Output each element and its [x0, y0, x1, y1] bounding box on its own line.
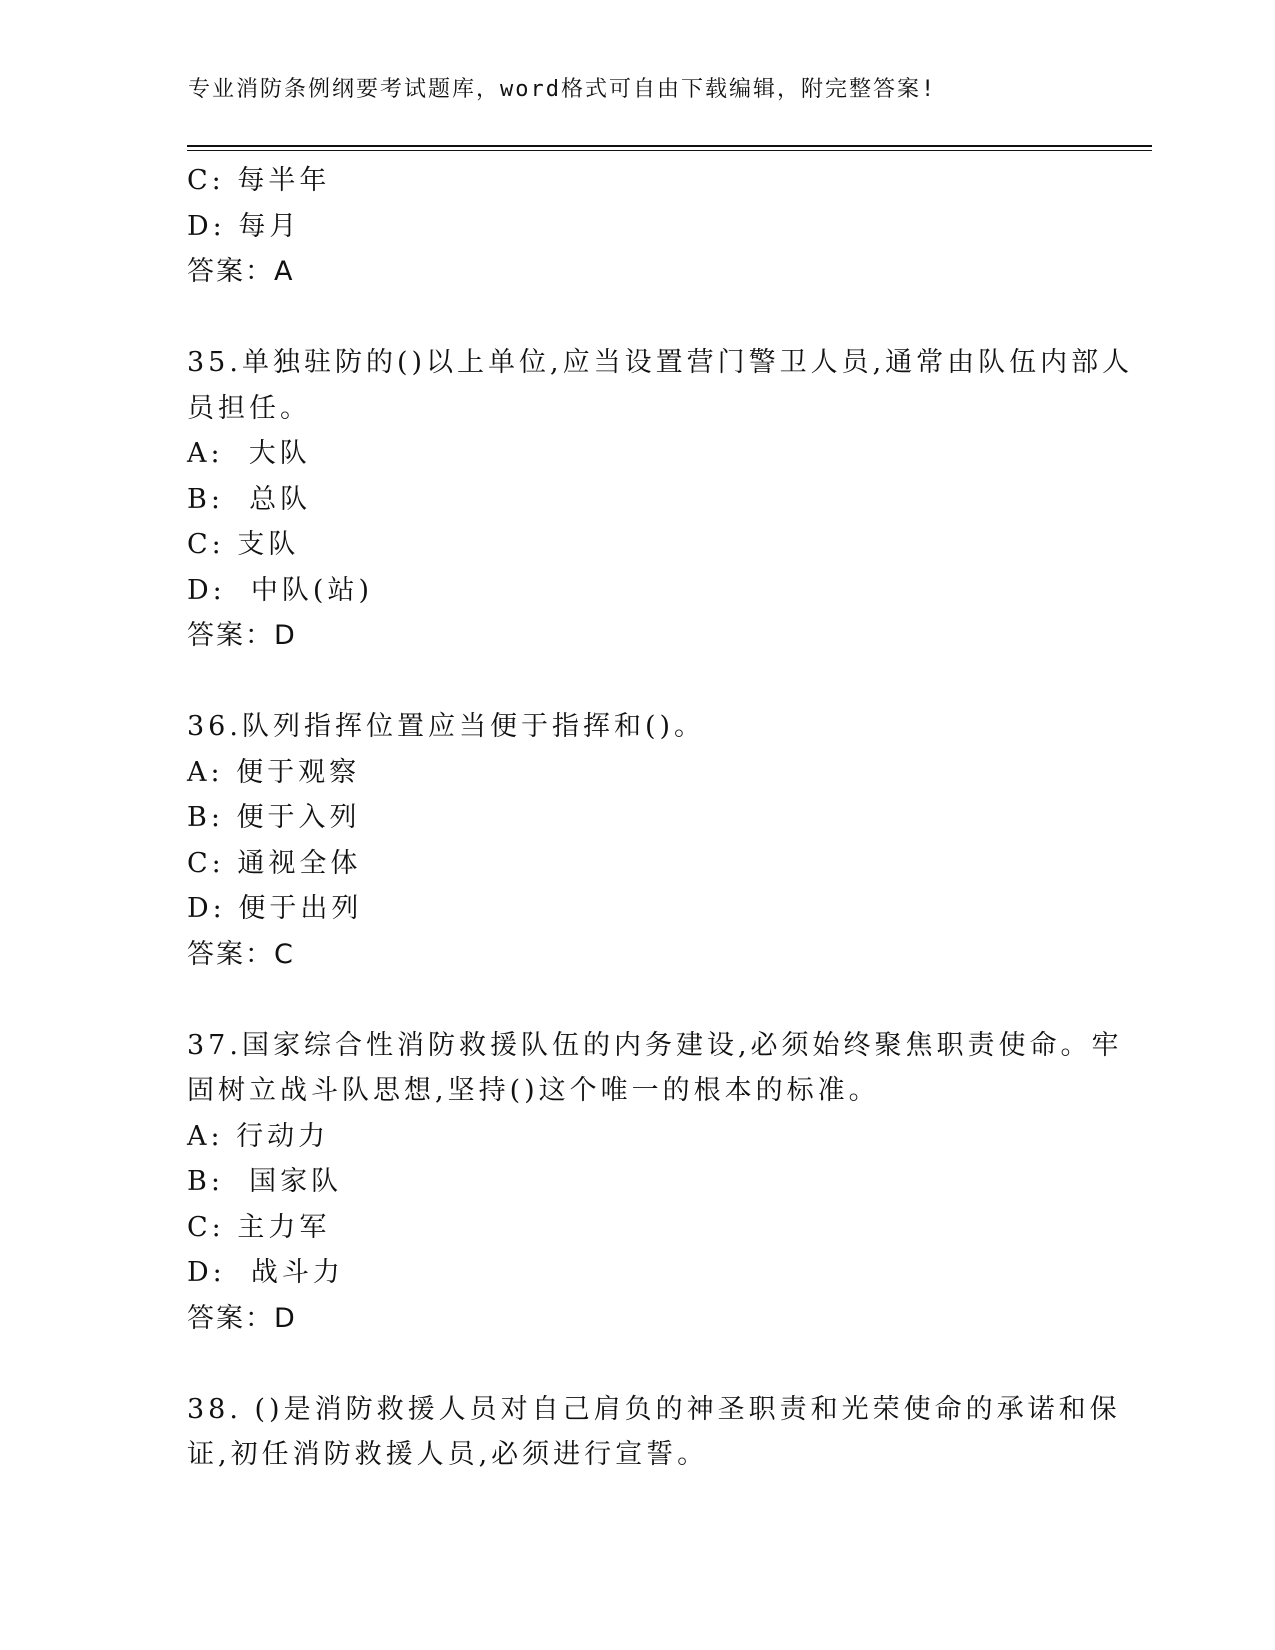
- header-rule-thick: [187, 145, 1152, 147]
- blank-line: [187, 977, 1087, 1023]
- blank-line: [187, 1341, 1087, 1387]
- question-text: 35.单独驻防的()以上单位,应当设置营门警卫人员,通常由队伍内部人: [187, 347, 1134, 378]
- document-body: [187, 158, 1134, 1478]
- option-line: B: 便于入列: [187, 802, 361, 833]
- option-line: C: 每半年: [187, 165, 331, 196]
- option-line: C: 支队: [187, 529, 300, 560]
- blank-line: [187, 295, 1087, 341]
- question-text: 38. ()是消防救援人员对自己肩负的神圣职责和光荣使命的承诺和保: [187, 1393, 1121, 1425]
- answer-line: 答案：C: [187, 938, 295, 970]
- header-rule-thin: [187, 150, 1152, 151]
- question-text: 证,初任消防救援人员,必须进行宣誓。: [187, 1439, 709, 1470]
- answer-line: 答案：D: [187, 620, 297, 651]
- option-line: A: 行动力: [187, 1120, 330, 1152]
- page-header: 专业消防条例纲要考试题库，word格式可自由下载编辑，附完整答案!: [188, 77, 937, 102]
- option-line: C: 主力军: [187, 1211, 331, 1243]
- option-line: C: 通视全体: [187, 847, 362, 879]
- question-text: 36.队列指挥位置应当便于指挥和()。: [187, 711, 706, 742]
- option-line: A: 便于观察: [187, 756, 361, 788]
- answer-line: 答案：A: [187, 256, 295, 287]
- option-line: D: 每月: [187, 210, 301, 242]
- option-line: D: 中队(站): [187, 574, 373, 606]
- option-line: B: 总队: [187, 483, 312, 515]
- option-line: A: 大队: [187, 438, 311, 469]
- question-text: 37.国家综合性消防救援队伍的内务建设,必须始终聚焦职责使命。牢: [187, 1029, 1123, 1061]
- option-line: D: 战斗力: [187, 1257, 344, 1288]
- option-line: B: 国家队: [187, 1166, 343, 1197]
- answer-line: 答案：D: [187, 1302, 297, 1334]
- question-text: 固树立战斗队思想,坚持()这个唯一的根本的标准。: [187, 1075, 880, 1106]
- blank-line: [187, 659, 1087, 705]
- option-line: D: 便于出列: [187, 893, 363, 924]
- question-text: 员担任。: [187, 392, 311, 424]
